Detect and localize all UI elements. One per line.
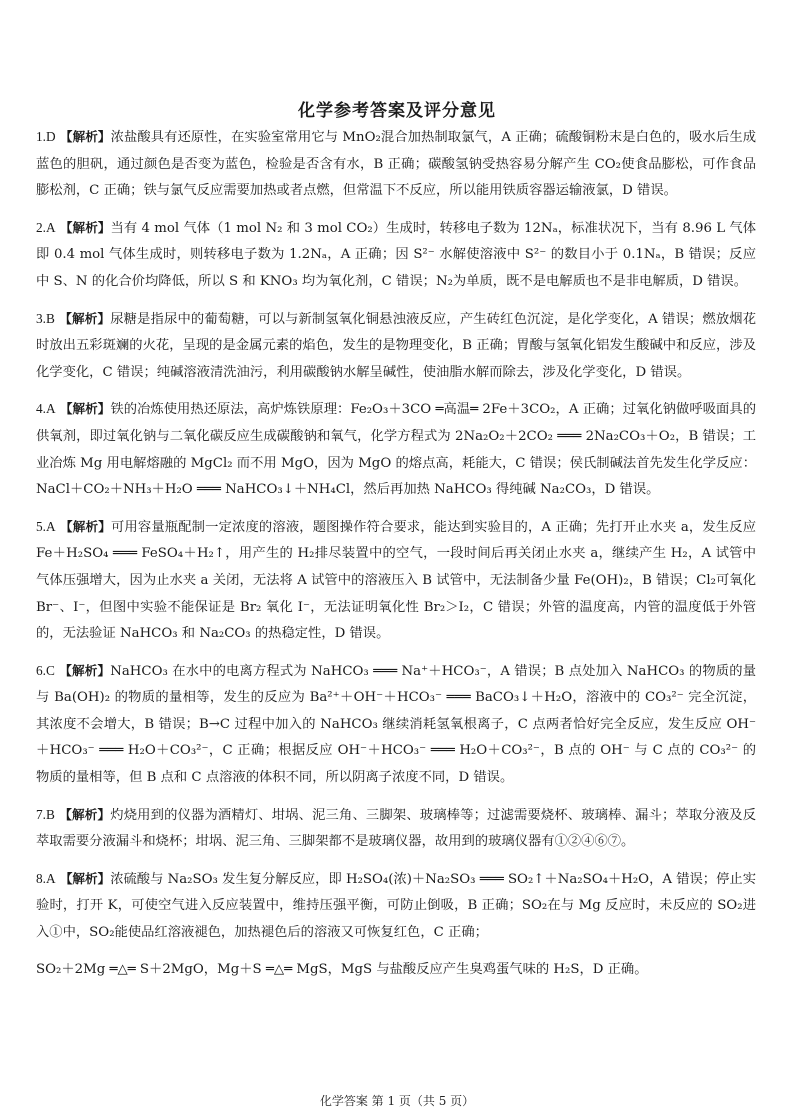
page-footer: 化学答案 第 1 页（共 5 页） xyxy=(319,1094,475,1108)
answer-number: 1.D xyxy=(36,129,56,144)
analysis-tag: 【解析】 xyxy=(59,129,111,144)
answer-text: NaHCO₃ 在水中的电离方程式为 NaHCO₃ ═══ Na⁺＋HCO₃⁻，A 错误；B 点处加入 NaHCO₃ 的物质的量与 Ba(OH)₂ 的物质的量相等，发生的反应为 Ba²⁺＋OH⁻＋HCO₃⁻ ═══ BaCO₃↓＋H₂O，溶液中的 CO₃²⁻ 完全沉淀，其浓度不会增大，B 错误；B→C 过程中加入的 NaHCO₃ 继续消耗氢氧根离子，C 点两者恰好完全反应，发生反应 OH⁻＋HCO₃⁻ ═══ H₂O＋CO₃²⁻，C 正确；根据反应 OH⁻＋HCO₃⁻ ═══ H₂O＋CO₃²⁻，B 点的 OH⁻ 与 C 点的 CO₃²⁻ 的物质的量相等，但 B 点和 C 点溶液的体积不同，所以阴离子浓度不同，D 错误。 xyxy=(36,663,756,786)
answer-item-8 xyxy=(36,866,756,947)
answer-number: 5.A xyxy=(36,518,56,534)
answer-number: 6.C xyxy=(36,662,55,678)
analysis-tag: 【解析】 xyxy=(59,662,111,678)
answer-number: 4.A xyxy=(36,401,56,417)
analysis-tag: 【解析】 xyxy=(59,219,111,235)
answer-text: 铁的冶炼使用热还原法，高炉炼铁原理：Fe₂O₃＋3CO ═高温═ 2Fe＋3CO₂，A 正确；过氧化钠做呼吸面具的供氧剂，即过氧化钠与二氧化碳反应生成碳酸钠和氧气，化学方程式为 2Na₂O₂＋2CO₂ ═══ 2Na₂CO₃＋O₂，B 错误；工业冶炼 Mg 用电解熔融的 MgCl₂ 而不用 MgO，因为 MgO 的熔点高，耗能大，C 错误；侯氏制碱法首先发生化学反应：NaCl＋CO₂＋NH₃＋H₂O ═══ NaHCO₃↓＋NH₄Cl，然后再加热 NaHCO₃ 得纯碱 Na₂CO₃，D 错误。 xyxy=(36,402,757,498)
analysis-tag: 【解析】 xyxy=(59,401,111,417)
answer-item-1 xyxy=(36,124,756,205)
analysis-tag: 【解析】 xyxy=(59,806,111,822)
answer-text: 浓盐酸具有还原性，在实验室常用它与 MnO₂混合加热制取氯气，A 正确；硫酸铜粉末是白色的，吸水后生成蓝色的胆矾，通过颜色是否变为蓝色，检验是否含有水，B 正确；碳酸氢钠受热容易分解产生 CO₂使食品膨松，可作食品膨松剂，C 正确；铁与氯气反应需要加热或者点燃，但常温下不反应，所以能用铁质容器运输液氯，D 错误。 xyxy=(36,130,756,199)
answer-text: 浓硫酸与 Na₂SO₃ 发生复分解反应，即 H₂SO₄(浓)＋Na₂SO₃ ═══ SO₂↑＋Na₂SO₄＋H₂O，A 错误；停止实验时，打开 K，可使空气进入反应装置中，维持压强平衡，可防止倒吸，B 正确；SO₂在与 Mg 反应时，未反应的 SO₂进入①中，SO₂能使品红溶液褪色，加热褪色后的溶液又可恢复红色，C 正确； xyxy=(36,871,756,941)
page-title: 化学参考答案及评分意见 xyxy=(298,101,496,121)
answer-item-2 xyxy=(36,215,756,296)
answer-number: 3.B xyxy=(36,310,55,326)
answer-item-7 xyxy=(36,802,756,856)
answer-text: 可用容量瓶配制一定浓度的溶液，题图操作符合要求，能达到实验目的，A 正确；先打开止水夹 a，发生反应 Fe＋H₂SO₄ ═══ FeSO₄＋H₂↑，用产生的 H₂排尽装置中的空气，一段时间后再关闭止水夹 a，继续产生 H₂，A 试管中气体压强增大，因为止水夹 a 关闭，无法将 A 试管中的溶液压入 B 试管中，无法制备少量 Fe(OH)₂，B 错误；Cl₂可氧化 Br⁻、I⁻，但图中实验不能保证是 Br₂ 氧化 I⁻，无法证明氧化性 Br₂＞I₂，C 错误；外管的温度高，内管的温度低于外管的，无法验证 NaHCO₃ 和 Na₂CO₃ 的热稳定性，D 错误。 xyxy=(36,519,757,642)
analysis-tag: 【解析】 xyxy=(59,870,111,886)
analysis-tag: 【解析】 xyxy=(59,310,111,326)
equation-line: SO₂＋2Mg ═△═ S＋2MgO，Mg＋S ═△═ MgS，MgS 与盐酸反应产生臭鸡蛋气味的 H₂S，D 正确。 xyxy=(36,961,648,977)
analysis-tag: 【解析】 xyxy=(59,518,111,534)
answer-number: 2.A xyxy=(36,219,56,235)
answer-item-5 xyxy=(36,514,756,648)
answer-number: 8.A xyxy=(36,870,56,886)
answer-number: 7.B xyxy=(36,806,55,822)
answer-item-4 xyxy=(36,396,756,503)
answer-text: 灼烧用到的仪器为酒精灯、坩埚、泥三角、三脚架、玻璃棒等；过滤需要烧杯、玻璃棒、漏斗；萃取分液及反萃取需要分液漏斗和烧杯；坩埚、泥三角、三脚架都不是玻璃仪器，故用到的玻璃仪器有①②④⑥⑦。 xyxy=(36,807,756,850)
answer-text: 当有 4 mol 气体（1 mol N₂ 和 3 mol CO₂）生成时，转移电子数为 12Nₐ，标准状况下，当有 8.96 L 气体即 0.4 mol 气体生成时，则转移电子数为 1.2Nₐ，A 正确；因 S²⁻ 水解使溶液中 S²⁻ 的数目小于 0.1Nₐ，B 错误；反应中 S、N 的化合价均降低，所以 S 和 KNO₃ 均为氧化剂，C 错误；N₂为单质，既不是电解质也不是非电解质，D 错误。 xyxy=(36,220,756,289)
answer-text: 尿糖是指尿中的葡萄糖，可以与新制氢氧化铜悬浊液反应，产生砖红色沉淀，是化学变化，A 错误；燃放烟花时放出五彩斑斓的火花，呈现的是金属元素的焰色，发生的是物理变化，B 正确；胃酸与氢氧化铝发生酸碱中和反应，涉及化学变化，C 错误；纯碱溶液清洗油污，利用碳酸钠水解呈碱性，使油脂水解而除去，涉及化学变化，D 错误。 xyxy=(36,311,757,380)
answer-item-3 xyxy=(36,306,756,387)
answer-item-6 xyxy=(36,658,756,792)
answer-list xyxy=(36,124,756,983)
